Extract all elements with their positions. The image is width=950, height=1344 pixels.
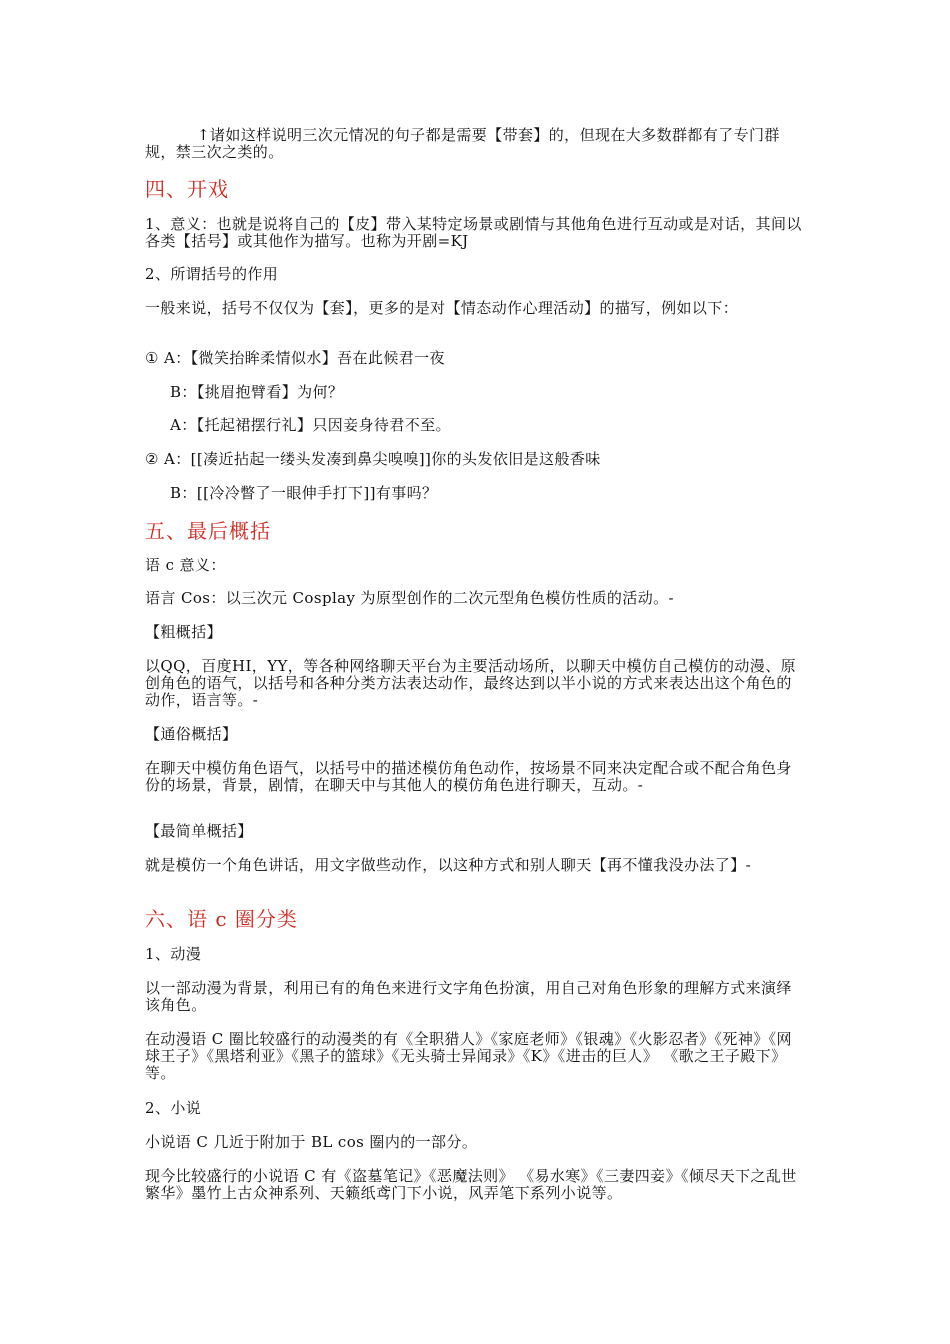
example-1-line-c: A：【托起裙摆行礼】只因妾身待君不至。 xyxy=(170,416,451,434)
paragraph-4-1: 1、意义：也就是说将自己的【皮】带入某特定场景或剧情与其他角色进行互动或是对话，其间以各类【括号】或其他作为描写。也称为开剧=KJ xyxy=(145,215,802,250)
paragraph-6-2: 以一部动漫为背景，利用已有的角色来进行文字角色扮演，用自己对角色形象的理解方式来演绎该角色。 xyxy=(145,979,792,1014)
paragraph-6-3: 在动漫语 C 圈比较盛行的动漫类的有《全职猎人》《家庭老师》《银魂》《火影忍者》《死神》《网球王子》《黑塔利亚》《黑子的篮球》《无头骑士异闻录》《K》《进击的巨人》 《歌之王子殿下》等。 xyxy=(145,1030,792,1082)
paragraph-6-6: 现今比较盛行的小说语 C 有《盗墓笔记》《恶魔法则》 《易水寒》《三妻四妾》《倾尽天下之乱世繁华》墨竹上古众神系列、天籁纸鸢门下小说，风弄笔下系列小说等。 xyxy=(145,1167,797,1202)
paragraph-4-3: 一般来说，括号不仅仅为【套】，更多的是对【情态动作心理活动】的描写，例如以下： xyxy=(145,299,739,317)
paragraph-5-8: 就是模仿一个角色讲话，用文字做些动作，以这种方式和别人聊天【再不懂我没办法了】- xyxy=(145,856,752,874)
example-2-line-b: B：[[冷冷瞥了一眼伸手打下]]有事吗？ xyxy=(170,484,438,502)
example-2-line-a: ② A：[[凑近拈起一缕头发凑到鼻尖嗅嗅]]你的头发依旧是这般香味 xyxy=(145,450,601,468)
paragraph-5-2: 语言 Cos：以三次元 Cosplay 为原型创作的二次元型角色模仿性质的活动。- xyxy=(145,589,675,607)
paragraph-6-1: 1、动漫 xyxy=(145,945,202,963)
paragraph-5-3: 【粗概括】 xyxy=(145,623,223,641)
paragraph-5-6: 在聊天中模仿角色语气，以括号中的描述模仿角色动作，按场景不同来决定配合或不配合角色身份的场景，背景，剧情，在聊天中与其他人的模仿角色进行聊天，互动。- xyxy=(145,759,792,794)
example-1-line-a: ① A：【微笑抬眸柔情似水】吾在此候君一夜 xyxy=(145,349,445,367)
heading-section-5: 五、最后概括 xyxy=(145,519,271,543)
paragraph-5-1: 语 c 意义： xyxy=(145,556,226,574)
paragraph-4-2: 2、所谓括号的作用 xyxy=(145,265,279,283)
paragraph-5-5: 【通俗概括】 xyxy=(145,725,238,743)
paragraph-6-5: 小说语 C 几近于附加于 BL cos 圈内的一部分。 xyxy=(145,1133,478,1151)
paragraph-5-4: 以QQ，百度HI，YY，等各种网络聊天平台为主要活动场所，以聊天中模仿自己模仿的动漫、原创角色的语气，以括号和各种分类方法表达动作，最终达到以半小说的方式来表达出这个角色的动作，语言等。- xyxy=(145,657,797,709)
paragraph-6-4: 2、小说 xyxy=(145,1099,202,1117)
heading-section-4: 四、开戏 xyxy=(145,177,229,201)
example-1-line-b: B：【挑眉抱臂看】为何？ xyxy=(170,383,344,401)
paragraph-5-7: 【最简单概括】 xyxy=(145,822,253,840)
heading-section-6: 六、语 c 圈分类 xyxy=(145,907,298,931)
paragraph-intro: ↑诸如这样说明三次元情况的句子都是需要【带套】的，但现在大多数群都有了专门群规，禁三次之类的。 xyxy=(145,126,780,161)
